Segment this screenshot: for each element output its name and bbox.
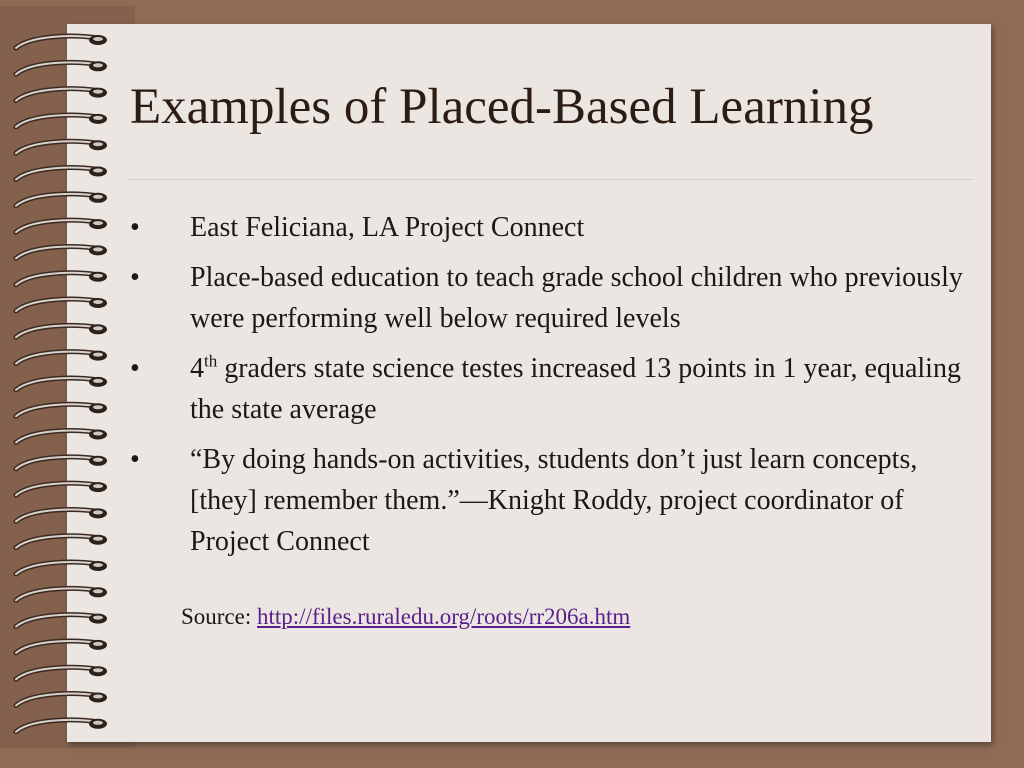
source-label: Source: (181, 604, 258, 629)
bullet-item (130, 257, 970, 339)
bullet-dot: • (130, 212, 140, 243)
bullet-dot: • (130, 353, 140, 384)
source-link[interactable]: http://files.ruraledu.org/roots/rr206a.htm (257, 604, 631, 629)
grade-number: 4 (190, 353, 204, 384)
bullet-dot: • (130, 262, 140, 293)
title-divider (128, 179, 973, 180)
slide-title: Examples of Placed-Based Learning (130, 79, 874, 135)
bullet-dot: • (130, 444, 140, 475)
bullet-list (130, 207, 970, 571)
grade-suffix: th (204, 351, 218, 371)
bullet-item (130, 439, 970, 562)
bullet-text: Place-based education to teach grade school children who previously were performing well below required levels (190, 262, 963, 334)
spiral-binding-icon (0, 0, 130, 768)
bullet-text: “By doing hands-on activities, students don’t just learn concepts, [they] remember them.”—Knight Roddy, project coordinator of Project Connect (190, 444, 918, 557)
bullet-text-rest: graders state science testes increased 13 points in 1 year, equaling the state average (190, 353, 961, 425)
source-citation (181, 604, 630, 630)
bullet-text (190, 353, 961, 425)
bullet-text: East Feliciana, LA Project Connect (190, 212, 585, 243)
bullet-item (130, 207, 970, 248)
bullet-item (130, 348, 970, 430)
